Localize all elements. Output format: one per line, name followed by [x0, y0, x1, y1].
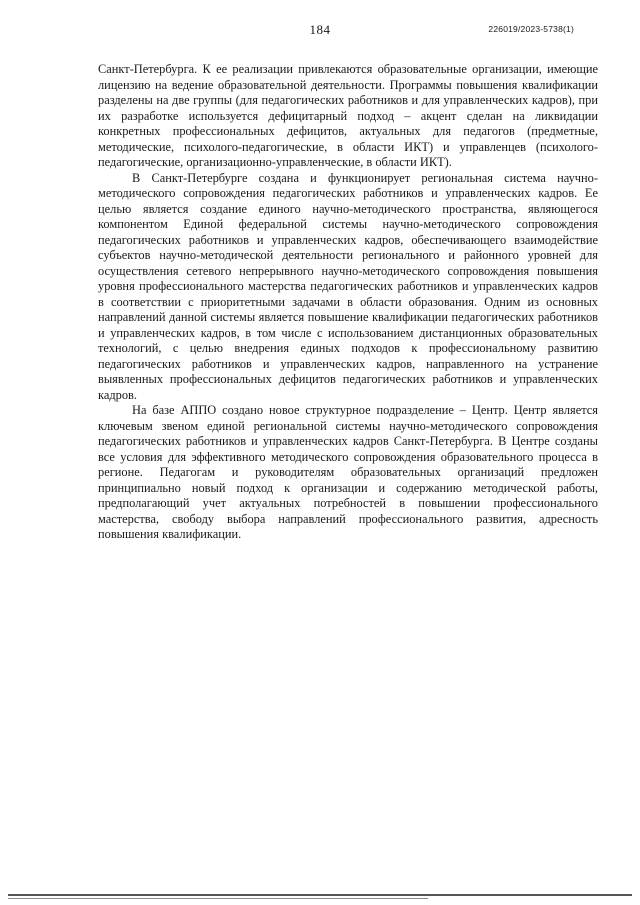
page-number: 184 — [309, 22, 331, 37]
paragraph: На базе АППО создано новое структурное подразделение – Центр. Центр является ключевым звеном единой региональной системы научно-методического сопровождения педагогических работников и управленческих кадров Санкт-Петербурга. В Центре созданы все условия для эффективного методического сопровождения образовательного процесса в регионе. Педагогам и руководителям образовательных организаций предложен принципиально новый подход к организации и содержанию методической работы, предполагающий учет актуальных потребностей в повышении профессионального мастерства, свободу выбора направлений профессионального развития, адресность повышения квалификации. — [98, 403, 598, 541]
document-id: 226019/2023-5738(1) — [488, 24, 574, 34]
paragraph: Санкт-Петербурга. К ее реализации привлекаются образовательные организации, имеющие лицензию на ведение образовательной деятельности. Программы повышения квалификации разделены на две группы (для педагогических работников и для управленческих кадров), при их разработке используется дефицитарный подход – акцент сделан на ликвидации конкретных профессиональных дефицитов, актуальных для педагогов (предметные, методические, психолого-педагогические, в области ИКТ) и управленцев (психолого-педагогические, организационно-управленческие, в области ИКТ). — [98, 62, 598, 169]
scan-edge-line — [8, 898, 428, 899]
scan-edge-line — [8, 894, 632, 896]
paragraph: В Санкт-Петербурге создана и функционирует региональная система научно-методического сопровождения педагогических работников и управленческих кадров. Ее целью является создание единого научно-методического пространства, являющегося компонентом Единой федеральной системы научно-методического сопровождения педагогических работников и управленческих кадров, обеспечивающего взаимодействие субъектов научно-методической деятельности регионального и районного уровней для осуществления сетевого непрерывного научно-методического сопровождения повышения уровня профессионального мастерства педагогических работников и управленческих кадров в соответствии с приоритетными задачами в области образования. Одним из основных направлений данной системы является повышение квалификации педагогических работников и управленческих кадров, в том числе с использованием дистанционных образовательных технологий, с целью внедрения единых подходов к профессиональному развитию педагогических работников и управленческих кадров, направленного на устранение выявленных профессиональных дефицитов педагогических работников и управленческих кадров. — [98, 170, 598, 402]
document-body — [98, 62, 598, 543]
